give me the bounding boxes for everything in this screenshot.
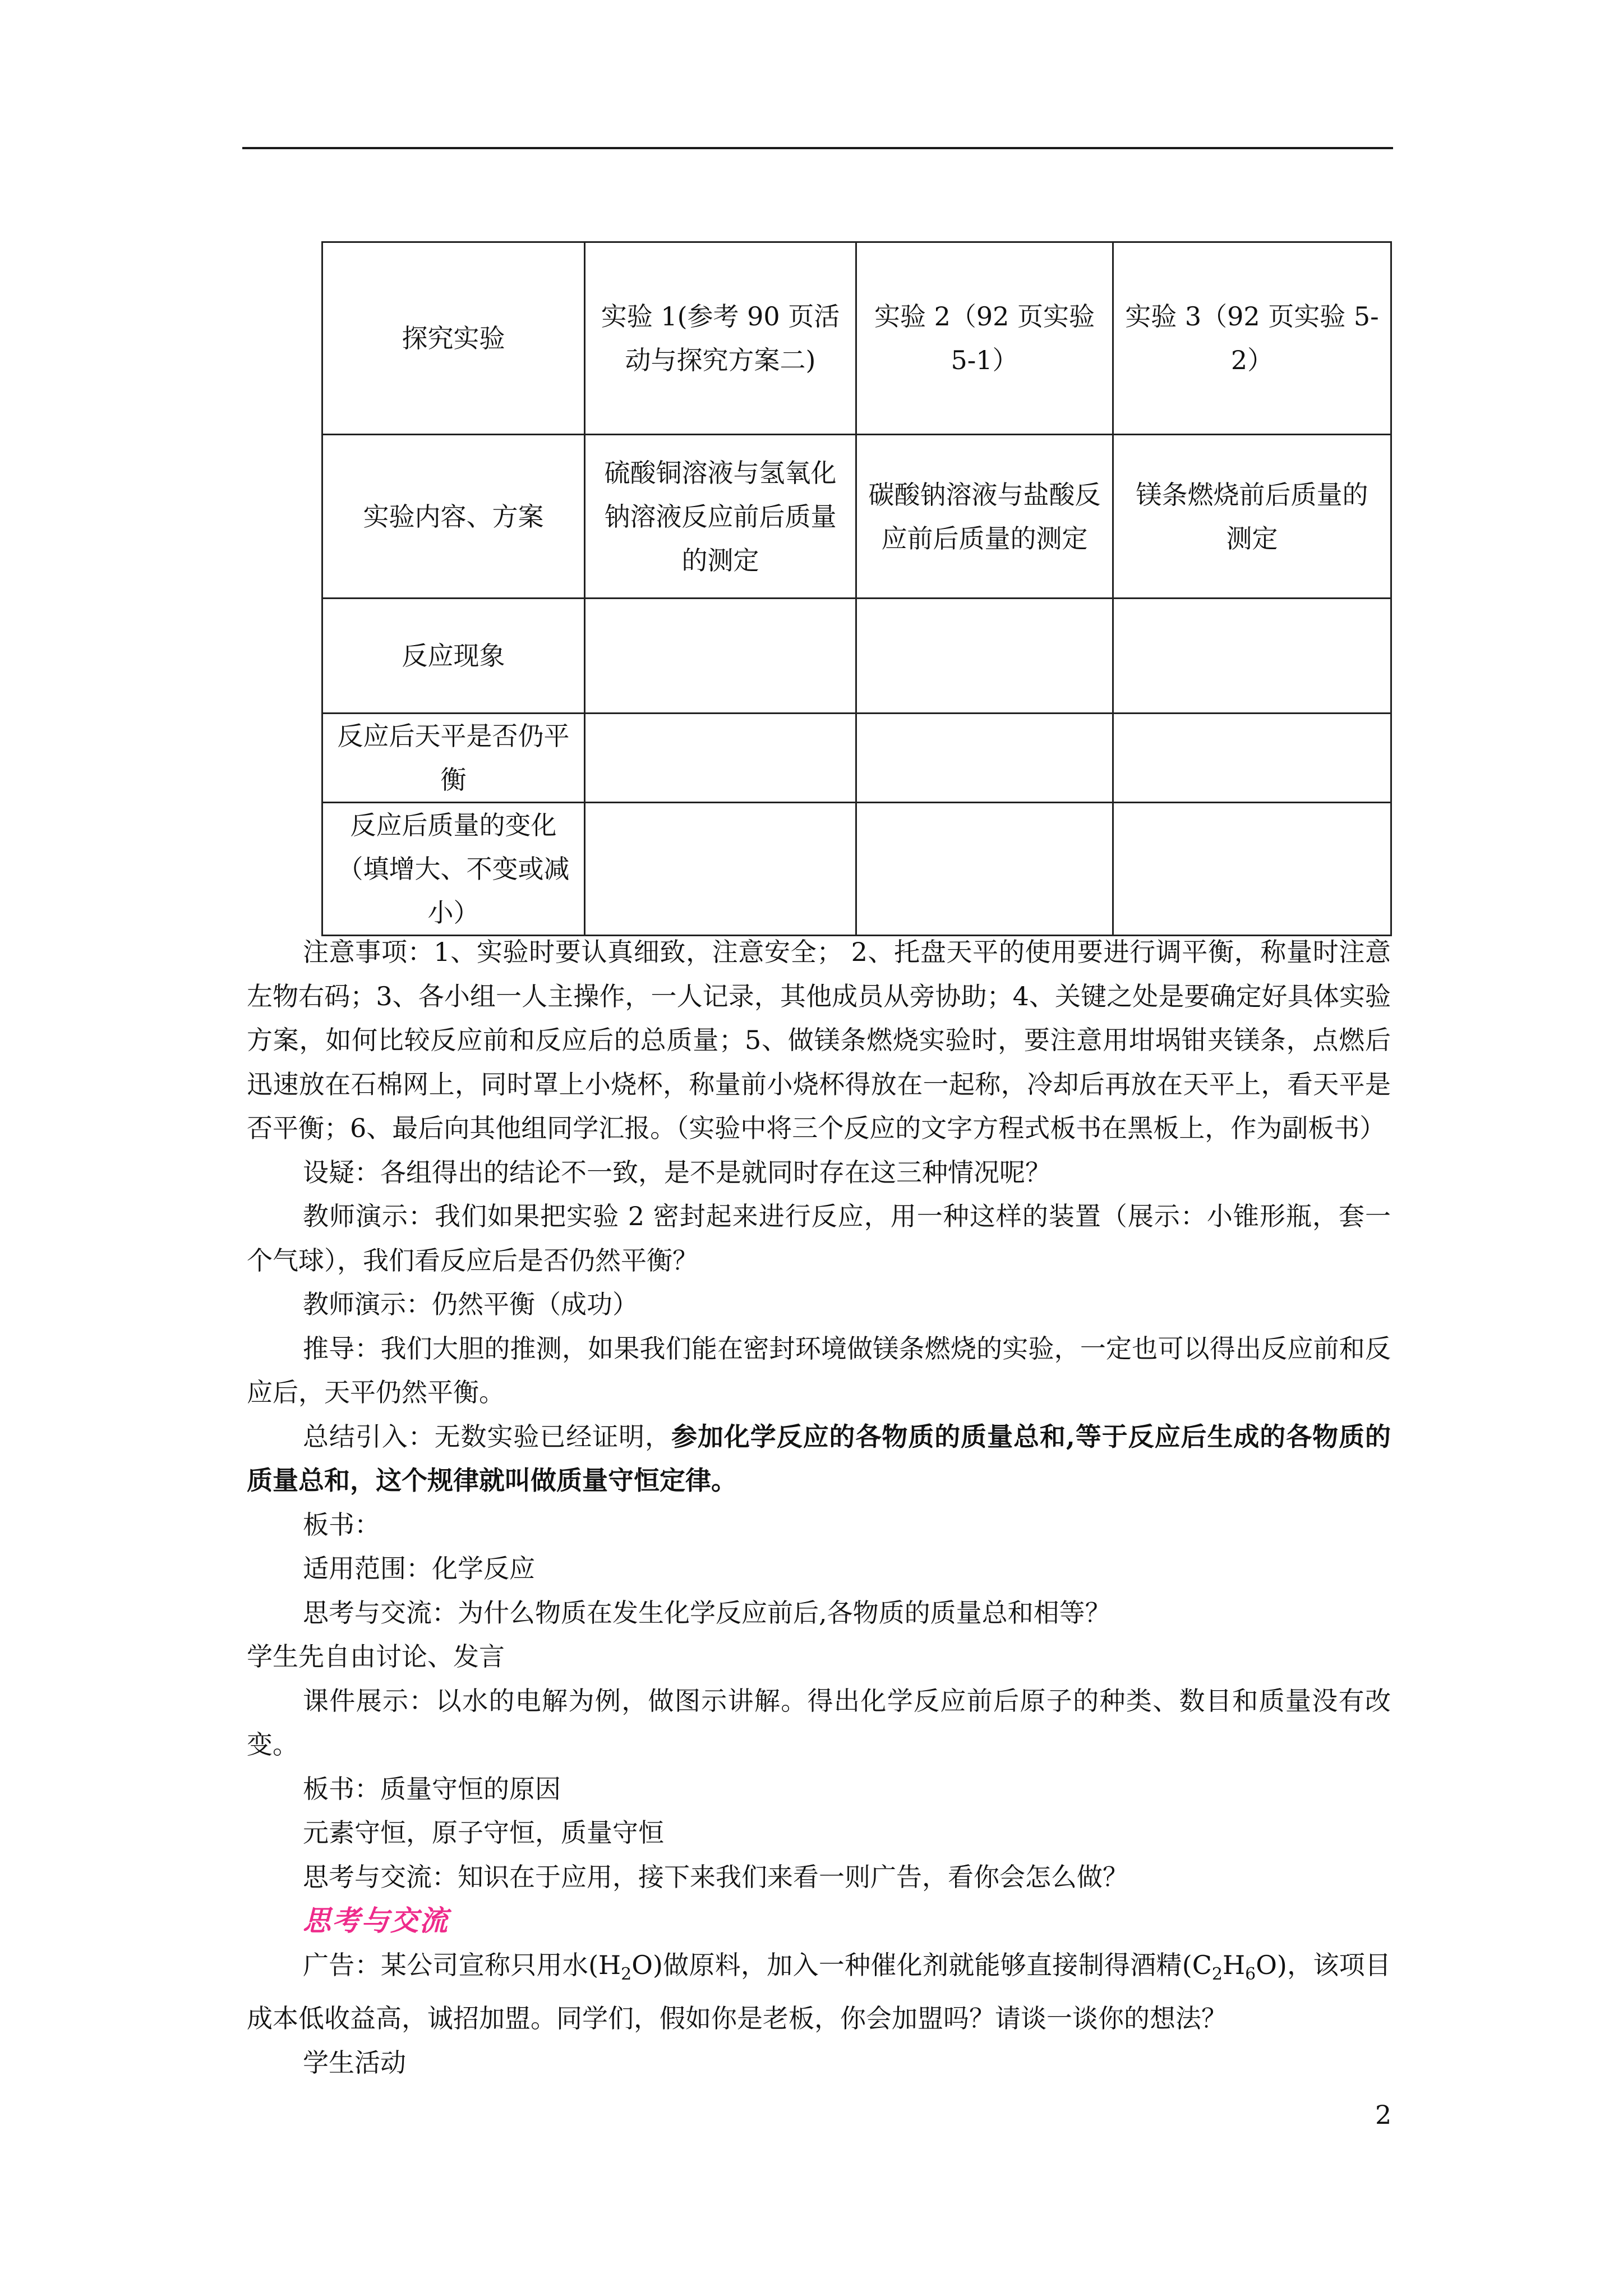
table-header-row [322,242,1391,435]
table-cell [1113,803,1391,936]
student-discussion: 学生先自由讨论、发言 [247,1641,505,1672]
notes-paragraph: 注意事项：1、实验时要认真细致，注意安全； 2、托盘天平的使用要进行调平衡，称量时注意左物右码；3、各小组一人主操作，一人记录，其他成员从旁协助；4、关键之处是要确定好具体实验方案，如何比较反应前和反应后的总质量；5、做镁条燃烧实验时，要注意用坩埚钳夹镁条，点燃后迅速放在石棉网上，同时罩上小烧杯，称量前小烧杯得放在一起称，冷却后再放在天平上，看天平是否平衡；6、最后向其他组同学汇报。（实验中将三个反应的文字方程式板书在黑板上，作为副板书） [247,937,1391,1143]
table-cell [585,599,856,714]
conservation-line: 元素守恒，原子守恒，质量守恒 [303,1818,664,1848]
courseware-paragraph: 课件展示：以水的电解为例，做图示讲解。得出化学反应前后原子的种类、数目和质量没有改变。 [247,1685,1391,1760]
row-label: 反应现象 [322,599,585,714]
table-row [322,714,1391,803]
table-cell [856,599,1113,714]
experiment-table [321,241,1392,936]
table-cell [585,714,856,803]
table-cell [585,803,856,936]
page-number: 2 [1375,2100,1392,2130]
summary-paragraph [247,1415,1391,1503]
table-row [322,435,1391,599]
table-cell [1113,599,1391,714]
row-label: 反应后天平是否仍平衡 [322,714,585,803]
header-cell: 实验 2（92 页实验 5-1） [856,242,1113,435]
lesson-body [247,930,1391,2085]
law-statement: 参加化学反应的各物质的质量总和,等于反应后生成的各物质的质量总和，这个规律就叫做质量守恒定律。 [247,1421,1391,1496]
student-activity: 学生活动 [303,2047,406,2078]
table-row [322,803,1391,936]
header-rule [242,147,1393,149]
table-cell: 镁条燃烧前后质量的测定 [1113,435,1391,599]
row-label: 反应后质量的变化（填增大、不变或减小） [322,803,585,936]
ad-text: O)做原料，加入一种催化剂就能够直接制得酒精(C [631,1949,1212,1980]
header-cell: 实验 1(参考 90 页活动与探究方案二) [585,242,856,435]
table-cell [1113,714,1391,803]
advertisement-paragraph [247,1943,1391,2041]
header-cell: 探究实验 [322,242,585,435]
deduction-paragraph: 推导：我们大胆的推测，如果我们能在密封环境做镁条燃烧的实验，一定也可以得出反应前和反应后，天平仍然平衡。 [247,1333,1391,1407]
discussion-question: 思考与交流：为什么物质在发生化学反应前后,各物质的质量总和相等？ [303,1597,1111,1628]
subscript: 6 [1245,1964,1256,1984]
table-cell: 硫酸铜溶液与氢氧化钠溶液反应前后质量的测定 [585,435,856,599]
table-cell: 碳酸钠溶液与盐酸反应前后质量的测定 [856,435,1113,599]
ad-text: H [1223,1949,1246,1980]
teacher-demo-paragraph: 教师演示：我们如果把实验 2 密封起来进行反应，用一种这样的装置（展示：小锥形瓶，套一个气球），我们看反应后是否仍然平衡？ [247,1201,1391,1276]
header-cell: 实验 3（92 页实验 5-2） [1113,242,1391,435]
table-cell [856,714,1113,803]
board-heading: 板书： [303,1509,380,1540]
ad-text: O)，该项目成本低收益高，诚招加盟。同学们，假如你是老板，你会加盟吗？请谈一谈你的想法？ [247,1949,1391,2034]
summary-prefix: 总结引入：无数实验已经证明， [303,1421,671,1452]
row-label: 实验内容、方案 [322,435,585,599]
table-cell [856,803,1113,936]
board-reason: 板书：质量守恒的原因 [303,1773,561,1804]
subscript: 2 [621,1964,632,1984]
teacher-demo-result: 教师演示：仍然平衡（成功） [303,1289,638,1319]
discussion-intro: 思考与交流：知识在于应用，接下来我们来看一则广告，看你会怎么做？ [303,1861,1128,1892]
think-exchange-title: 思考与交流 [303,1904,449,1937]
table-row [322,599,1391,714]
doubt-paragraph: 设疑：各组得出的结论不一致，是不是就同时存在这三种情况呢？ [303,1157,1051,1188]
scope-line: 适用范围：化学反应 [303,1553,535,1584]
subscript: 2 [1211,1964,1223,1984]
ad-text: 广告：某公司宣称只用水(H [303,1949,621,1980]
